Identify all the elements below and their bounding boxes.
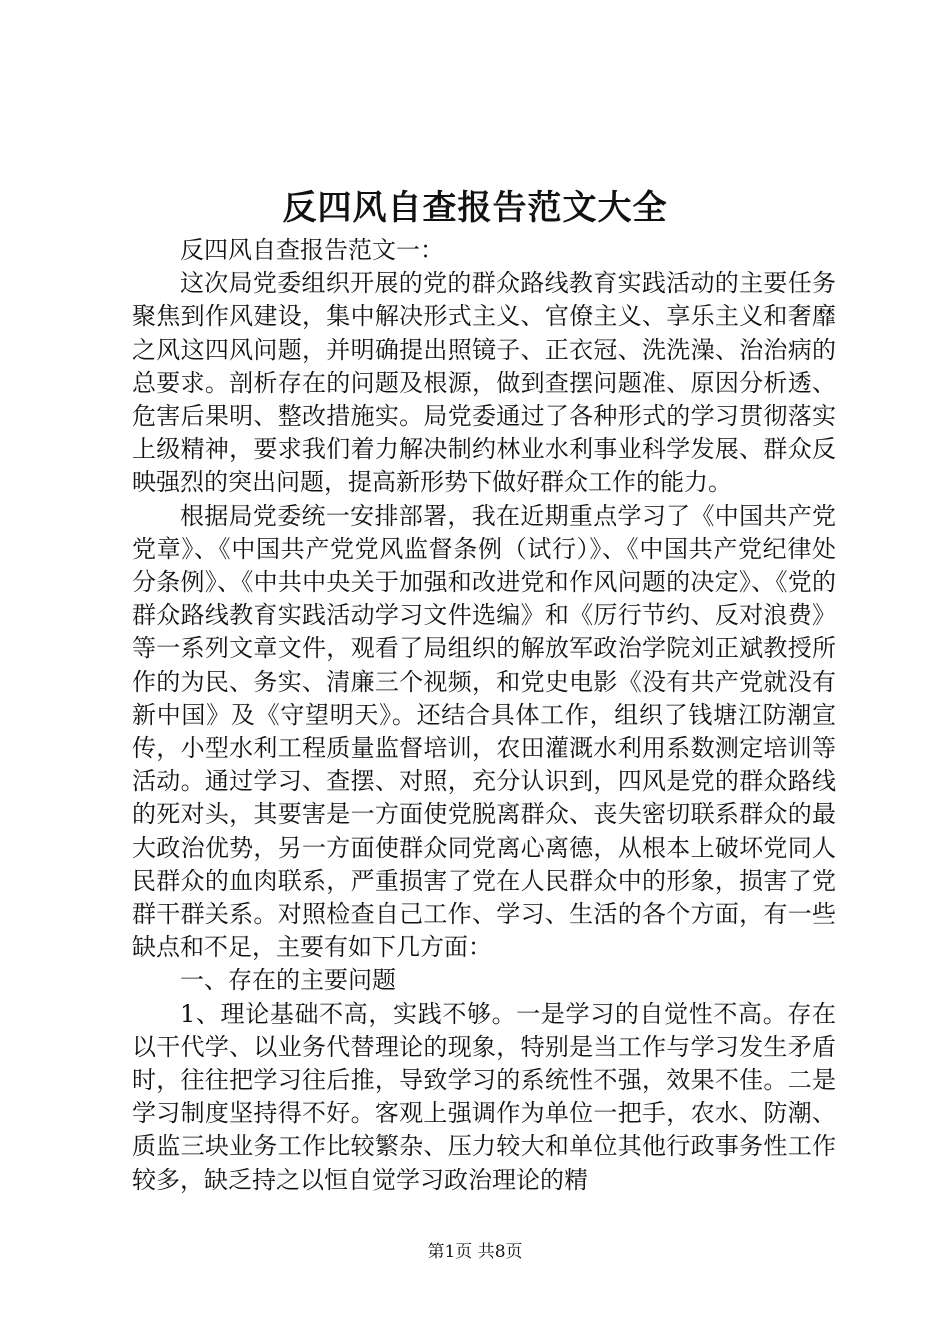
document-body xyxy=(132,234,836,1197)
document-title: 反四风自查报告范文大全 xyxy=(282,188,668,228)
page-footer: 第1页 共8页 xyxy=(427,1242,523,1262)
section-heading: 一、存在的主要问题 xyxy=(180,966,396,995)
paragraph-intro-heading: 反四风自查报告范文一： xyxy=(180,236,444,264)
paragraph: 根据局党委统一安排部署，我在近期重点学习了《中国共产党党章》、《中国共产党党风监督条例（试行）》、《中国共产党纪律处分条例》、《中共中央关于加强和改进党和作风问题的决定》、《党的群众路线教育实践活动学习文件选编》和《厉行节约、反对浪费》等一系列文章文件，观看了局组织的解放军政治学院刘正斌教授所作的为民、务实、清廉三个视频，和党史电影《没有共产党就没有新中国》及《守望明天》。还结合具体工作，组织了钱塘江防潮宣传，小型水利工程质量监督培训，农田灌溉水利用系数测定培训等活动。通过学习、查摆、对照，充分认识到，四风是党的群众路线的死对头，其要害是一方面使党脱离群众、丧失密切联系群众的最大政治优势，另一方面使群众同党离心离德，从根本上破坏党同人民群众的血肉联系，严重损害了党在人民群众中的形象，损害了党群干群关系。对照检查自己工作、学习、生活的各个方面，有一些缺点和不足，主要有如下几方面： xyxy=(132,501,836,962)
paragraph: 1、理论基础不高，实践不够。一是学习的自觉性不高。存在以干代学、以业务代替理论的现象，特别是当工作与学习发生矛盾时，往往把学习往后推，导致学习的系统性不强，效果不佳。二是学习制度坚持得不好。客观上强调作为单位一把手，农水、防潮、质监三块业务工作比较繁杂、压力较大和单位其他行政事务性工作较多，缺乏持之以恒自觉学习政治理论的精 xyxy=(132,999,836,1194)
paragraph: 这次局党委组织开展的党的群众路线教育实践活动的主要任务聚焦到作风建设，集中解决形式主义、官僚主义、享乐主义和奢靡之风这四风问题，并明确提出照镜子、正衣冠、洗洗澡、治治病的总要求。剖析存在的问题及根源，做到查摆问题准、原因分析透、危害后果明、整改措施实。局党委通过了各种形式的学习贯彻落实上级精神，要求我们着力解决制约林业水利事业科学发展、群众反映强烈的突出问题，提高新形势下做好群众工作的能力。 xyxy=(132,269,836,497)
